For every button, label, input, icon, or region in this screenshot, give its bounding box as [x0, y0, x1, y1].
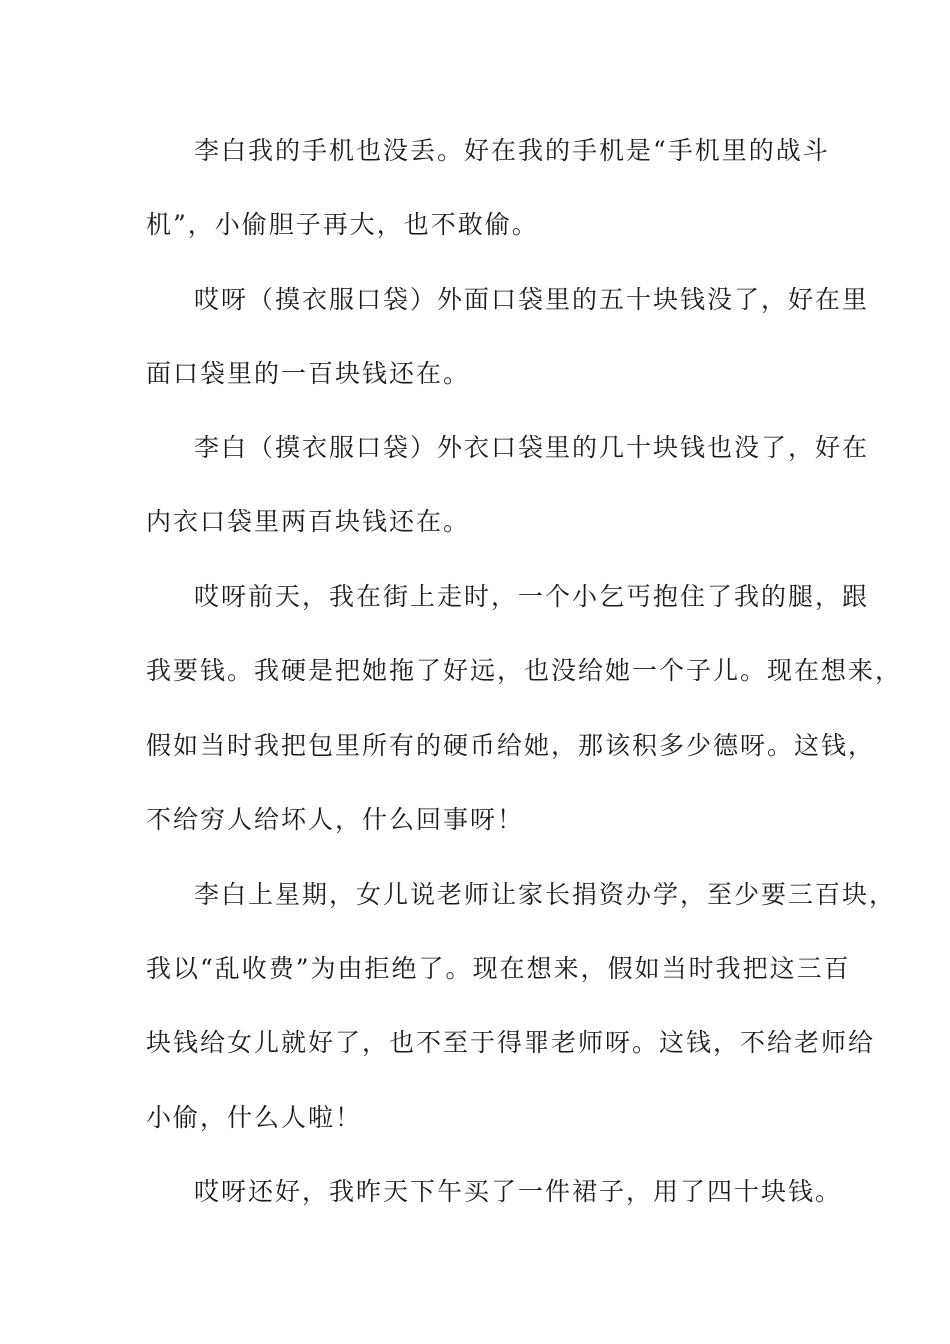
text-line: 哎呀前天，我在街上走时，一个小乞丐抱住了我的腿，跟 — [194, 582, 870, 611]
text-line: 小偷，什么人啦！ — [146, 1103, 363, 1132]
text-line: 我以“乱收费”为由拒绝了。现在想来，假如当时我把这三百 — [146, 954, 851, 983]
text-line: 我要钱。我硬是把她拖了好远，也没给她一个子儿。现在想来， — [146, 656, 903, 685]
text-line: 内衣口袋里两百块钱还在。 — [146, 507, 471, 536]
text-line: 李白（摸衣服口袋）外衣口袋里的几十块钱也没了，好在 — [194, 433, 870, 462]
text-line: 李白上星期，女儿说老师让家长捐资办学，至少要三百块， — [194, 880, 897, 909]
text-line: 李白我的手机也没丢。好在我的手机是“手机里的战斗 — [194, 136, 830, 165]
text-line: 机”，小偷胆子再大，也不敢偷。 — [146, 210, 539, 239]
text-line: 假如当时我把包里所有的硬币给她，那该积多少德呀。这钱， — [146, 731, 876, 760]
text-line: 块钱给女儿就好了，也不至于得罪老师呀。这钱，不给老师给 — [146, 1028, 876, 1057]
text-line: 面口袋里的一百块钱还在。 — [146, 359, 471, 388]
text-line: 哎呀（摸衣服口袋）外面口袋里的五十块钱没了，好在里 — [194, 285, 870, 314]
text-line: 不给穷人给坏人，什么回事呀！ — [146, 805, 525, 834]
text-line: 哎呀还好，我昨天下午买了一件裙子，用了四十块钱。 — [194, 1177, 843, 1206]
